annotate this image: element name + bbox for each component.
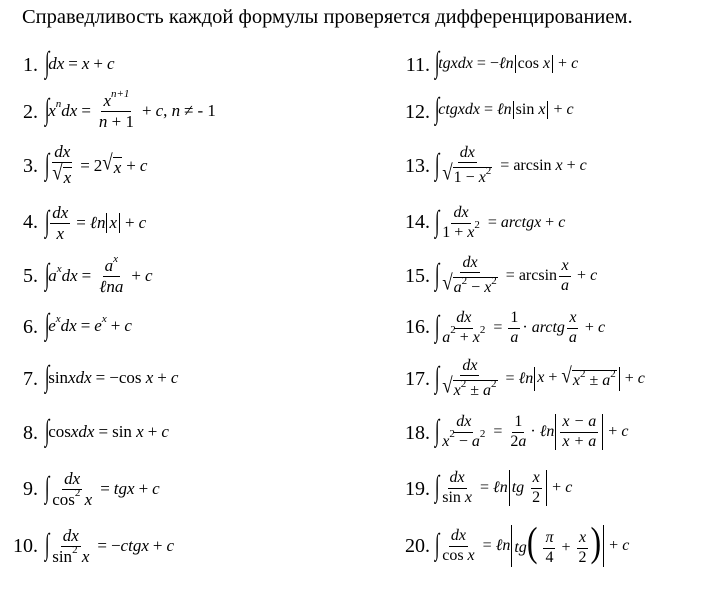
formula-number: 4. — [23, 211, 38, 233]
formula-number: 18. — [405, 422, 430, 444]
formula-number: 19. — [405, 478, 430, 500]
formula-2: ∫ $x^ndx$ = $\frac{x^{n+1}}{n + 1}$ + c , n ≠ - 1 — [44, 88, 216, 131]
formula-number: 15. — [405, 265, 430, 287]
formula-20: ∫ $\frac{dx}{\text{cos x}}$ = ℓn tg( $\frac{\pi}{4}$ + $\frac{x}{2}$ ) + c — [434, 517, 630, 567]
formula-number: 9. — [23, 478, 38, 500]
formula-number: 10. — [13, 535, 38, 557]
formula-4: ∫ $\frac{dx}{x}$ = ℓn x + c — [44, 202, 147, 243]
formula-11: ∫ tgxdx = − ℓn cos x + c — [434, 46, 579, 79]
formula-number: 1. — [23, 54, 38, 76]
page-title: Справедливость каждой формулы проверяется дифференцированием. — [22, 6, 633, 28]
formula-15: ∫ dx √ $a^2 - x^2$ = arcsin $\frac{x}{a}$ + c — [434, 253, 598, 297]
formula-1: ∫ dx = x + c — [44, 46, 115, 79]
formula-9: ∫ $\frac{dx}{\cos^2 x}$ = tgx + c — [44, 468, 160, 509]
formula-13: ∫ dx √ $1 - x^2$ = arcsin x + c — [434, 143, 587, 187]
formula-number: 17. — [405, 368, 430, 390]
formula-7: ∫ sin xdx = −cos x + c — [44, 360, 179, 393]
formula-17: ∫ dx √ $x^2 \pm a^2$ = ℓn x + √ $x^2 \pm a^2$ + c — [434, 356, 645, 400]
formula-18: ∫ $\frac{dx}{x^2 - a^2}$ = $\frac{1}{2a}$ · ℓn $\frac{x - a}{x + a}$ + c — [434, 412, 629, 450]
formula-number: 12. — [405, 101, 430, 123]
formula-19: ∫ $\frac{dx}{\text{sin x}}$ = ℓn tg $\frac{x}{2}$ + c — [434, 468, 573, 506]
formula-number: 13. — [405, 155, 430, 177]
formula-8: ∫ cos xdx = sin x + c — [44, 414, 169, 447]
formula-6: ∫ $e^xdx$ = $e^x$ + c — [44, 308, 132, 341]
formula-number: 2. — [23, 101, 38, 123]
formula-3: ∫ dx √ x = 2 √ x + c — [44, 142, 148, 188]
formula-number: 11. — [405, 54, 430, 76]
formula-number: 20. — [405, 535, 430, 557]
formula-number: 8. — [23, 422, 38, 444]
formula-number: 6. — [23, 316, 38, 338]
formula-14: ∫ $\frac{dx}{1 + x^2}$ = arctgx + c — [434, 203, 566, 241]
formula-number: 16. — [405, 316, 430, 338]
formula-16: ∫ $\frac{dx}{a^2 + x^2}$ = $\frac{1}{a}$ · arctg $\frac{x}{a}$ + c — [434, 308, 606, 346]
formula-number: 3. — [23, 155, 38, 177]
formula-number: 5. — [23, 265, 38, 287]
formula-number: 14. — [405, 211, 430, 233]
formula-number: 7. — [23, 368, 38, 390]
formula-5: ∫ $a^xdx$ = $\frac{a^x}{\text{ℓna}}$ + c — [44, 253, 153, 296]
formula-10: ∫ $\frac{dx}{\sin^2 x}$ = − ctgx + c — [44, 525, 175, 566]
formula-12: ∫ ctgxdx = ℓn sin x + c — [434, 92, 574, 125]
